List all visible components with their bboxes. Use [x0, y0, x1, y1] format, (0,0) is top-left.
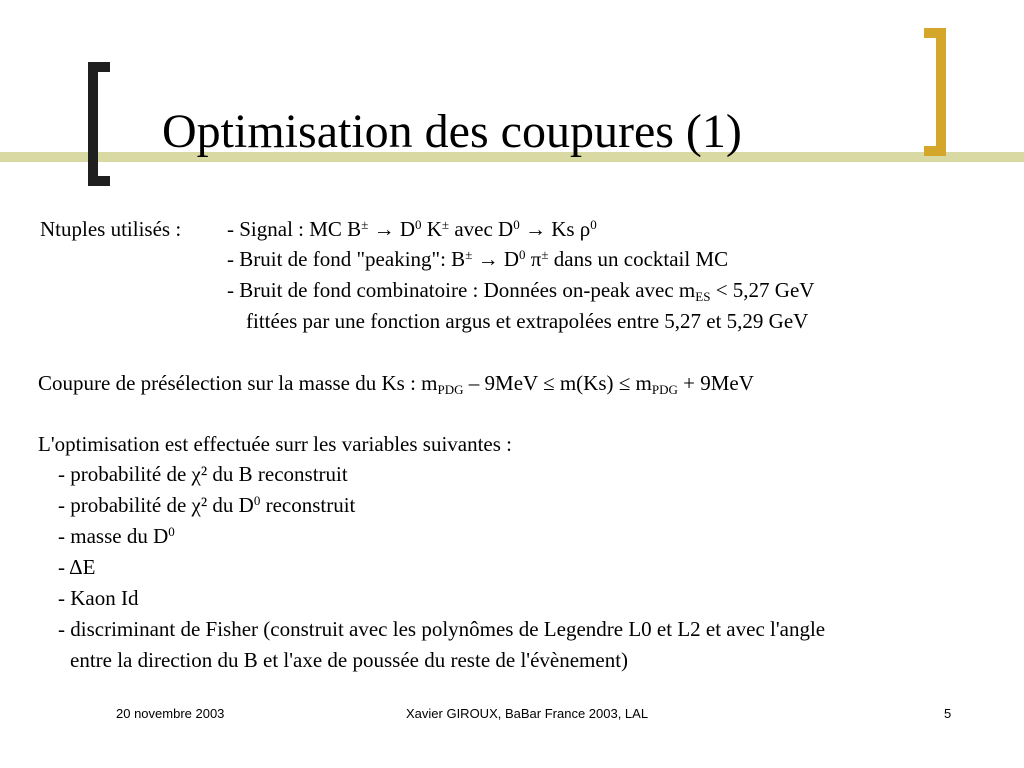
variable-item: - Kaon Id — [58, 586, 139, 610]
ntuples-combinatoire-continuation: fittées par une fonction argus et extrapolées entre 5,27 et 5,29 GeV — [246, 309, 809, 333]
ntuples-signal-line: - Signal : MC $B^\pm \to D^0$ K± avec $D^0 \to Ks$ $\rho^0$ — [227, 217, 597, 241]
variable-item: - discriminant de Fisher (construit avec les polynômes de Legendre L0 et L2 et avec l'angle — [58, 617, 826, 641]
variable-item-continuation: entre la direction du B et l'axe de poussée du reste de l'évènement) — [70, 648, 629, 672]
ntuples-label: Ntuples utilisés : — [40, 217, 182, 241]
ntuples-peaking-line: - Bruit de fond "peaking": $B^\pm \to D^0$ π± dans un cocktail MC — [227, 247, 729, 271]
preselection-line: Coupure de présélection sur la masse du Ks : $m_{PDG} - 9MeV \le m(Ks) \le m_{PDG} + 9MeV$ — [38, 371, 754, 397]
footer-page-number: 5 — [944, 706, 952, 721]
footer-author: Xavier GIROUX, BaBar France 2003, LAL — [406, 706, 649, 721]
variable-item: - probabilité de χ² du B reconstruit — [58, 462, 348, 486]
slide-title: Optimisation des coupures (1) — [162, 105, 742, 158]
optimisation-intro: L'optimisation est effectuée surr les variables suivantes : — [38, 432, 513, 456]
variable-item: - masse du $D^0$ — [58, 524, 175, 548]
footer-date: 20 novembre 2003 — [116, 706, 225, 721]
variable-item: - ΔE — [58, 555, 96, 579]
variable-item: - probabilité de χ² du $D^0$ reconstruit — [58, 493, 356, 517]
ntuples-combinatoire-line: - Bruit de fond combinatoire : Données on-peak avec $m_{ES} < 5,27$ GeV — [227, 278, 815, 304]
